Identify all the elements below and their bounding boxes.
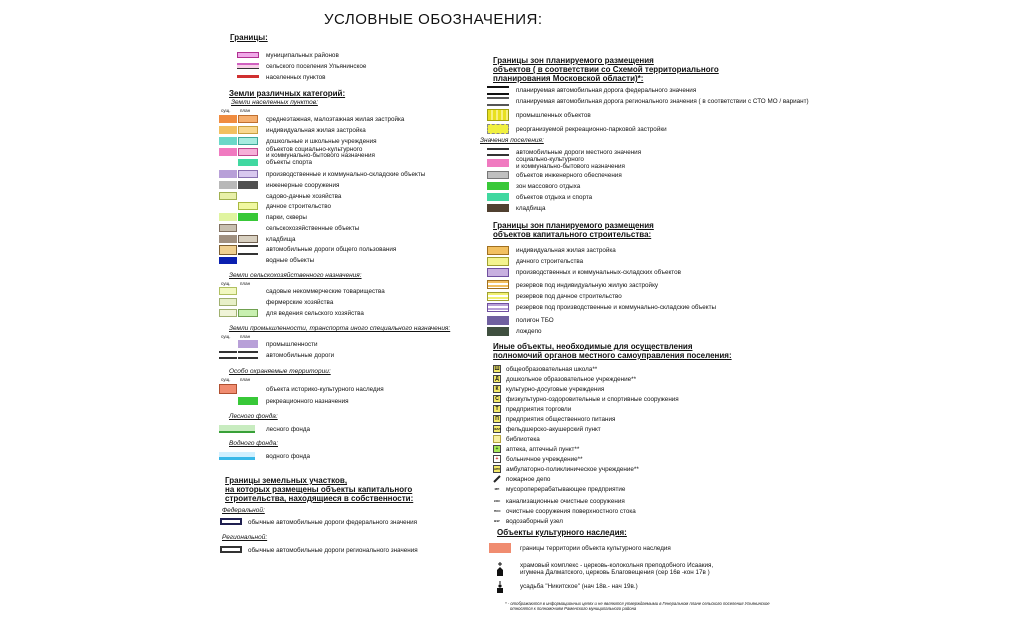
z2-depot-label: лождепо: [516, 328, 542, 335]
z2-individual-label: индивидуальная жилая застройка: [516, 247, 616, 254]
other-item-label: библиотека: [506, 436, 540, 443]
local-mass-leisure-label: зон массового отдыха: [516, 183, 581, 190]
book-icon: [493, 435, 501, 443]
swatch-plan-individual: [238, 126, 258, 134]
plots-regional-label: обычные автомобильные дороги регионального значения: [248, 547, 418, 554]
other-item-label: дошкольное образовательное учреждение**: [506, 376, 637, 383]
swatch-exist-schools: [219, 137, 237, 145]
land-agri-objects-label: сельскохозяйственные объекты: [266, 225, 360, 232]
water-fund-label: водного фонда: [266, 453, 311, 460]
other-item-label: культурно-досуговые учреждения: [506, 386, 605, 393]
swatch-agri-farm: [219, 298, 237, 306]
agri-col-plan: план: [240, 281, 251, 286]
other-heading-1: Иные объекты, необходимые для осуществления: [493, 342, 693, 351]
swatch-plan-sport: [238, 159, 258, 166]
land-industrial-label: производственные и коммунально-складские объекты: [266, 171, 426, 178]
swatch-exist-midrise: [219, 115, 237, 123]
border-locality-swatch: [237, 75, 259, 78]
zones1-heading-2: объектов ( в соответствии со Схемой территориального: [493, 65, 719, 74]
agri-farm-label: фермерские хозяйства: [266, 299, 334, 306]
swatch-agri-snt: [219, 287, 237, 295]
swatch-water-fund: [219, 452, 255, 460]
agri-col-exist: сущ.: [221, 281, 231, 286]
hospital-cross-icon: +: [493, 455, 501, 463]
plots-regional-subheading: Региональной:: [222, 534, 268, 541]
other-heading-2: полномочий органов местного самоуправления поселения:: [493, 351, 732, 360]
other-item-label: физкультурно-оздоровительные и спортивные сооружения: [506, 396, 679, 403]
swatch-heritage-exist: [219, 384, 237, 394]
land-water-label: водные объекты: [266, 257, 315, 264]
zones1-heading-1: Границы зон планируемого размещения: [493, 56, 654, 65]
swatch-federal-roads: [220, 518, 242, 525]
other-item-label: амбулаторно-поликлиническое учреждение**: [506, 466, 639, 473]
pharmacy-icon: +: [493, 445, 501, 453]
zones1-heading-3: планирования Московской области)*:: [493, 74, 644, 83]
local-roads-label: автомобильные дороги местного значения: [516, 149, 642, 156]
heritage-heading: Объекты культурного наследия:: [497, 528, 627, 537]
other-item-label: очистные сооружения поверхностного стока: [506, 508, 636, 515]
swatch-industry-roads-plan: [238, 351, 258, 359]
border-settlement-swatch: [237, 63, 259, 69]
forest-subheading: Лесного фонда:: [229, 413, 278, 420]
swatch-exist-roads: [219, 245, 237, 255]
swatch-z2-industrial: [487, 268, 509, 277]
z2-reserve-industrial-label: резервов под производственные и коммунально-складские объекты: [516, 304, 716, 311]
church-icon-svg: [495, 562, 505, 576]
protected-col-exist: сущ.: [221, 377, 231, 382]
agri-farming-label: для ведения сельского хозяйства: [266, 310, 364, 317]
plots-federal-subheading: Федеральной:: [222, 507, 265, 514]
local-sport-label: объектов отдыха и спорта: [516, 194, 593, 201]
col-plan-label: план: [240, 108, 251, 113]
catering-icon: П: [493, 415, 501, 423]
plots-heading-2: на которых размещены объекты капитального: [225, 485, 413, 494]
z2-reserve-dacha-label: резервов под дачное строительство: [516, 293, 622, 300]
industry-label: промышленности: [266, 341, 318, 348]
z2-landfill-label: полигон ТБО: [516, 317, 554, 324]
other-item-label: предприятия торговли: [506, 406, 572, 413]
swatch-z2-reserve-individual: [487, 280, 509, 289]
industry-col-exist: сущ.: [221, 334, 231, 339]
swatch-exist-industrial: [219, 170, 237, 178]
swatch-forest: [219, 425, 255, 433]
zones2-heading-2: объектов капитального строительства:: [493, 230, 652, 239]
other-item-label: предприятия общественного питания: [506, 416, 616, 423]
heritage-area-label: границы территории объекта культурного наследия: [520, 545, 671, 552]
agri-snt-label: садовые некоммерческие товарищества: [266, 288, 385, 295]
fire-station-icon-svg: [493, 475, 501, 483]
land-parks-label: парки, скверы: [266, 214, 307, 221]
land-sport-label: объекты спорта: [266, 159, 313, 166]
swatch-plan-midrise: [238, 115, 258, 123]
land-individual-label: индивидуальная жилая застройка: [266, 127, 366, 134]
swatch-industry-roads-exist: [219, 351, 237, 359]
land-social-label-1: объектов социально-культурного: [266, 146, 363, 153]
swatch-plan-industrial: [238, 170, 258, 178]
swatch-local-mass-leisure: [487, 182, 509, 190]
other-item-label: мусороперерабатывающее предприятие: [506, 486, 626, 493]
zones2-heading-1: Границы зон планируемого размещения: [493, 221, 654, 230]
water-subheading: Водного фонда:: [229, 440, 278, 447]
borders-heading: Границы:: [230, 33, 268, 42]
plots-heading-3: строительства, находящиеся в собственности:: [225, 494, 414, 503]
forest-label: лесного фонда: [266, 426, 311, 433]
swatch-exist-cemetery: [219, 235, 237, 243]
swatch-heritage-area: [489, 543, 511, 553]
culture-icon: К: [493, 385, 501, 393]
other-item-label: общеобразовательная школа**: [506, 366, 598, 373]
swatch-planned-federal-road: [487, 86, 509, 95]
land-midrise-label: среднеэтажная, малоэтажная жилая застройка: [266, 116, 405, 123]
other-item-label: водозаборный узел: [506, 518, 563, 525]
heritage-estate-label: усадьба "Никитское" (нач 18в.- нач 19в.): [520, 583, 638, 590]
other-item-label: канализационные очистные сооружения: [506, 498, 625, 505]
swatch-plan-schools: [238, 137, 258, 145]
industry-subheading: Земли промышленности, транспорта иного специального назначения:: [229, 325, 451, 332]
local-social-label-2: и коммунально-бытового назначения: [516, 163, 625, 170]
swatch-plan-engineering: [238, 181, 258, 189]
zones1-recreation-label: реорганизуемой рекреационно-парковой застройки: [516, 126, 667, 133]
protected-recreation-label: рекреационного назначения: [266, 398, 349, 405]
waste-plant-icon: МП: [494, 487, 500, 491]
swatch-local-engineering: [487, 171, 509, 179]
protected-subheading: Особо охраняемые территории:: [229, 368, 331, 375]
swatch-local-sport: [487, 193, 509, 201]
swatch-exist-agri-objects: [219, 224, 237, 232]
swatch-agri-farming-plan: [238, 309, 258, 317]
swatch-exist-social: [219, 148, 237, 156]
swatch-plan-social: [238, 148, 258, 156]
swatch-plan-dacha: [238, 202, 258, 210]
swatch-exist-individual: [219, 126, 237, 134]
zones1-federal-road-label: планируемая автомобильная дорога федерального значения: [516, 87, 697, 94]
local-engineering-label: объектов инженерного обеспечения: [516, 172, 622, 179]
clinic-icon: АПУ: [494, 467, 501, 471]
land-garden-label: садово-дачные хозяйства: [266, 193, 342, 200]
lands-heading: Земли различных категорий:: [229, 89, 346, 98]
land-dacha-label: дачное строительство: [266, 203, 331, 210]
land-schools-label: дошкольные и школьные учреждения: [266, 138, 377, 145]
swatch-recreation-plan: [238, 397, 258, 405]
other-item-label: пожарное депо: [506, 476, 551, 483]
border-settlement-label: сельского поселения Ульянинское: [266, 63, 367, 70]
land-roads-label: автомобильные дороги общего пользования: [266, 246, 397, 253]
swatch-local-social: [487, 159, 509, 167]
land-social-label-2: и коммунально-бытового назначения: [266, 152, 375, 159]
protected-col-plan: план: [240, 377, 251, 382]
swatch-planned-recreation: [487, 124, 509, 134]
swatch-z2-depot: [487, 327, 509, 336]
plots-heading-1: Границы земельных участков,: [225, 476, 348, 485]
storm-treatment-icon: ПОС: [494, 509, 501, 513]
swatch-plan-cemetery: [238, 235, 258, 243]
church-icon: [495, 562, 505, 576]
settlements-subheading: Земли населенных пунктов:: [231, 99, 318, 106]
swatch-local-cemetery: [487, 204, 509, 212]
swatch-exist-garden: [219, 192, 237, 200]
other-item-label: фельдшерско-акушерский пункт: [506, 426, 601, 433]
school-icon: Ш: [494, 366, 500, 372]
swatch-exist-water: [219, 257, 237, 264]
z2-industrial-label: производственных и коммунальных-складских объектов: [516, 269, 681, 276]
z2-reserve-individual-label: резервов под индивидуальную жилую застройку: [516, 282, 659, 289]
footnote-line-1: * - отображаются в информационных целях и не являются утверждаемыми в Генеральном плане сельского поселения Ульянинское: [505, 601, 770, 606]
swatch-plan-parks: [238, 213, 258, 221]
other-item-label: аптека, аптечный пункт**: [506, 446, 580, 453]
estate-icon: [495, 580, 505, 592]
other-item-label: больничное учреждение**: [506, 456, 583, 463]
water-intake-icon: ВЗУ: [494, 519, 500, 523]
plots-federal-label: обычные автомобильные дороги федерального значения: [248, 519, 418, 526]
footnote-line-2: относятся к полномочиям Раменского муниципального района: [510, 606, 637, 611]
agri-subheading: Земли сельскохозяйственного назначения:: [229, 272, 362, 279]
swatch-exist-parks: [219, 213, 237, 221]
swatch-local-roads: [487, 148, 509, 156]
estate-icon-svg: [495, 581, 505, 593]
border-district-swatch: [237, 52, 259, 58]
preschool-icon: Д: [493, 375, 501, 383]
swatch-z2-reserve-industrial: [487, 303, 509, 312]
swatch-industry-plan: [238, 340, 258, 348]
local-social-label-1: социально-культурного: [516, 156, 584, 163]
swatch-z2-dacha: [487, 257, 509, 266]
zones1-industrial-label: промышленных объектов: [516, 112, 591, 119]
zones1-local-subheading: Значения поселения:: [480, 137, 544, 144]
swatch-z2-reserve-dacha: [487, 292, 509, 301]
sport-icon: С: [493, 395, 501, 403]
industry-col-plan: план: [240, 334, 251, 339]
swatch-planned-regional-road: [487, 97, 509, 106]
swatch-regional-roads: [220, 546, 242, 553]
page-title: УСЛОВНЫЕ ОБОЗНАЧЕНИЯ:: [324, 11, 543, 28]
swatch-agri-farming: [219, 309, 237, 317]
col-exist-label: сущ.: [221, 108, 231, 113]
heritage-church-label-1: храмовый комплекс - церковь-колокольня преподобного Исаакия,: [520, 562, 714, 569]
sewage-plant-icon: КОС: [494, 499, 501, 503]
fap-icon: ФАП: [494, 427, 501, 431]
swatch-z2-individual: [487, 246, 509, 255]
industry-roads-label: автомобильные дороги: [266, 352, 335, 359]
swatch-planned-industrial: [487, 109, 509, 121]
trade-icon: Т: [493, 405, 501, 413]
swatch-exist-engineering: [219, 181, 237, 189]
heritage-church-label-2: игумена Далматского, церковь Благовещения (сер 16в -кон 17в ): [520, 569, 710, 576]
zones1-regional-road-label: планируемая автомобильная дорога регионального значения ( в соответствии с СТО МО / вариант): [516, 98, 809, 105]
fire-station-icon: [493, 475, 501, 483]
land-cemetery-label: кладбища: [266, 236, 296, 243]
land-engineering-label: инженерные сооружения: [266, 182, 340, 189]
local-cemetery-label: кладбища: [516, 205, 546, 212]
swatch-plan-roads: [238, 245, 258, 255]
border-district-label: муниципальных районов: [266, 52, 339, 59]
border-locality-label: населенных пунктов: [266, 74, 326, 81]
protected-heritage-label: объекта историко-культурного наследия: [266, 386, 384, 393]
swatch-z2-landfill: [487, 316, 509, 325]
z2-dacha-label: дачного строительства: [516, 258, 584, 265]
